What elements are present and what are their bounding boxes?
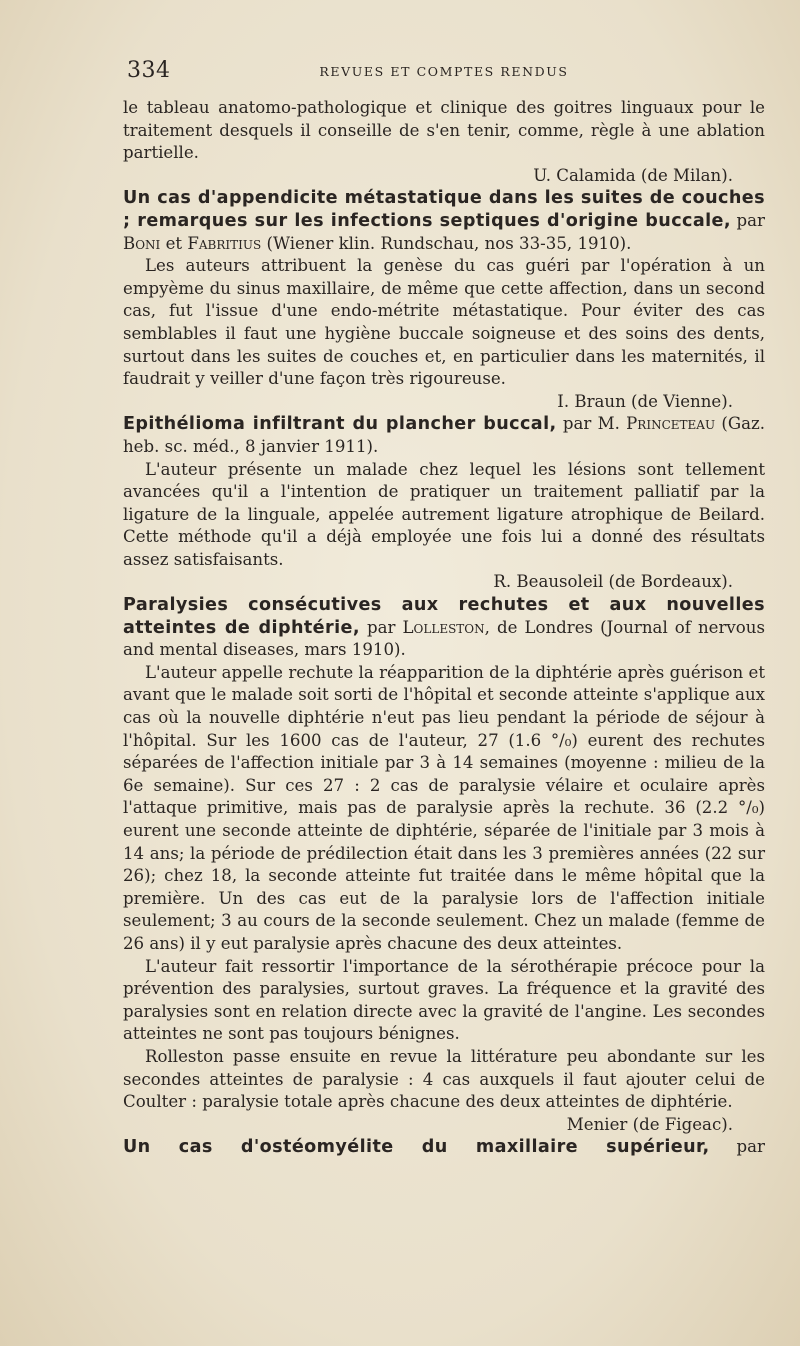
review-title: Un cas d'ostéomyélite du maxillaire supérieur,: [123, 1137, 710, 1158]
review-epithelioma-heading: [123, 413, 765, 458]
review-body-paragraph-1: L'auteur appelle rechute la réapparition de la diphtérie après guérison et avant que le malade soit sorti de l'hôpital et seconde atteinte s'applique aux cas où la nouvelle diphtérie n'eut pas lieu pendant la période de séjour à l'hôpital. Sur les 1600 cas de l'auteur, 27 (1.6 °/₀) eurent des rechutes séparées de l'affection initiale par 3 à 14 semaines (moyenne : milieu de la 6e semaine). Sur ces 27 : 2 cas de paralysie vélaire et oculaire après l'attaque primitive, mais pas de paralysie après la rechute. 36 (2.2 °/₀) eurent une seconde atteinte de diphtérie, séparée de l'initiale par 3 mois à 14 ans; la période de prédilection était dans les 3 premières années (22 sur 26); chez 18, la seconde atteinte fut traitée dans le même hôpital que la première. Un des cas eut de la paralysie lors de l'affection initiale seulement; 3 au cours de la seconde seulement. Chez un malade (femme de 26 ans) il y eut paralysie après chacune des deux atteintes.: [123, 662, 765, 953]
signature-menier: Menier (de Figeac).: [566, 1114, 733, 1134]
author-name: Boni: [123, 233, 161, 253]
review-body-paragraph-3: Rolleston passe ensuite en revue la littérature peu abondante sur les secondes atteintes de paralysie : 4 cas auxquels il faut ajouter celui de Coulter : paralysie totale après chacune des deux atteintes de diphtérie.: [123, 1046, 765, 1112]
review-appendicite-heading: [123, 187, 765, 255]
by-word: par: [736, 1137, 765, 1157]
signature-braun: I. Braun (de Vienne).: [557, 391, 733, 411]
source-citation: , de Londres (Journal of nervous and mental diseases, mars 1910).: [123, 617, 765, 660]
review-body: Les auteurs attribuent la genèse du cas guéri par l'opération à un empyème du sinus maxillaire, de même que cette affection, dans un second cas, fut l'issue d'une endo-métrite métastatique. Pour éviter des cas semblables il faut une hygiène buccale soigneuse et des soins des dents, surtout dans les suites de couches et, en particulier dans les maternités, il faudrait y veiller d'une façon très rigoureuse.: [123, 256, 765, 389]
by-word: par M.: [562, 414, 620, 434]
article-text: [123, 97, 765, 1159]
review-body-paragraph-2: L'auteur fait ressortir l'importance de la sérothérapie précoce pour la prévention des paralysies, surtout graves. La fréquence et la gravité des paralysies sont en relation directe avec la gravité de l'angine. Les secondes atteintes ne sont pas toujours bénignes.: [123, 956, 765, 1044]
by-word: par: [367, 617, 396, 637]
author-name: Lolleston: [402, 617, 485, 637]
review-title: Epithélioma infiltrant du plancher buccal,: [123, 414, 557, 435]
source-citation: (Wiener klin. Rundschau, nos 33-35, 1910).: [266, 233, 632, 253]
review-body: L'auteur présente un malade chez lequel les lésions sont tellement avancées qu'il a l'intention de pratiquer un traitement palliatif par la ligature de la linguale, appelée autrement ligature atrophique de Beilard. Cette méthode qu'il a déjà employée une fois lui a donné des résultats assez satisfaisants.: [123, 459, 765, 569]
and-word: et: [165, 233, 183, 253]
author-name: Fabritius: [187, 233, 262, 253]
running-header: [124, 58, 764, 86]
page-number: 334: [127, 58, 171, 83]
source-citation: (Gaz. heb. sc. méd., 8 janvier 1911).: [123, 414, 765, 456]
signature-beausoleil: R. Beausoleil (de Bordeaux).: [493, 572, 733, 592]
by-word: par: [736, 210, 765, 230]
signature-calamida: U. Calamida (de Milan).: [533, 165, 733, 185]
review-title: Un cas d'appendicite métastatique dans les suites de couches ; remarques sur les infections septiques d'origine buccale,: [123, 188, 765, 231]
review-paralysies-heading: [123, 594, 765, 662]
review-osteomyelite-heading: [123, 1136, 765, 1159]
continuation-paragraph: le tableau anatomo-pathologique et clinique des goitres linguaux pour le traitement desquels il conseille de s'en tenir, comme, règle à une ablation partielle.: [123, 98, 765, 163]
review-title: Paralysies consécutives aux rechutes et aux nouvelles atteintes de diphtérie,: [123, 595, 765, 638]
author-name: Princeteau: [626, 414, 716, 434]
running-title: REVUES ET COMPTES RENDUS: [319, 64, 569, 79]
